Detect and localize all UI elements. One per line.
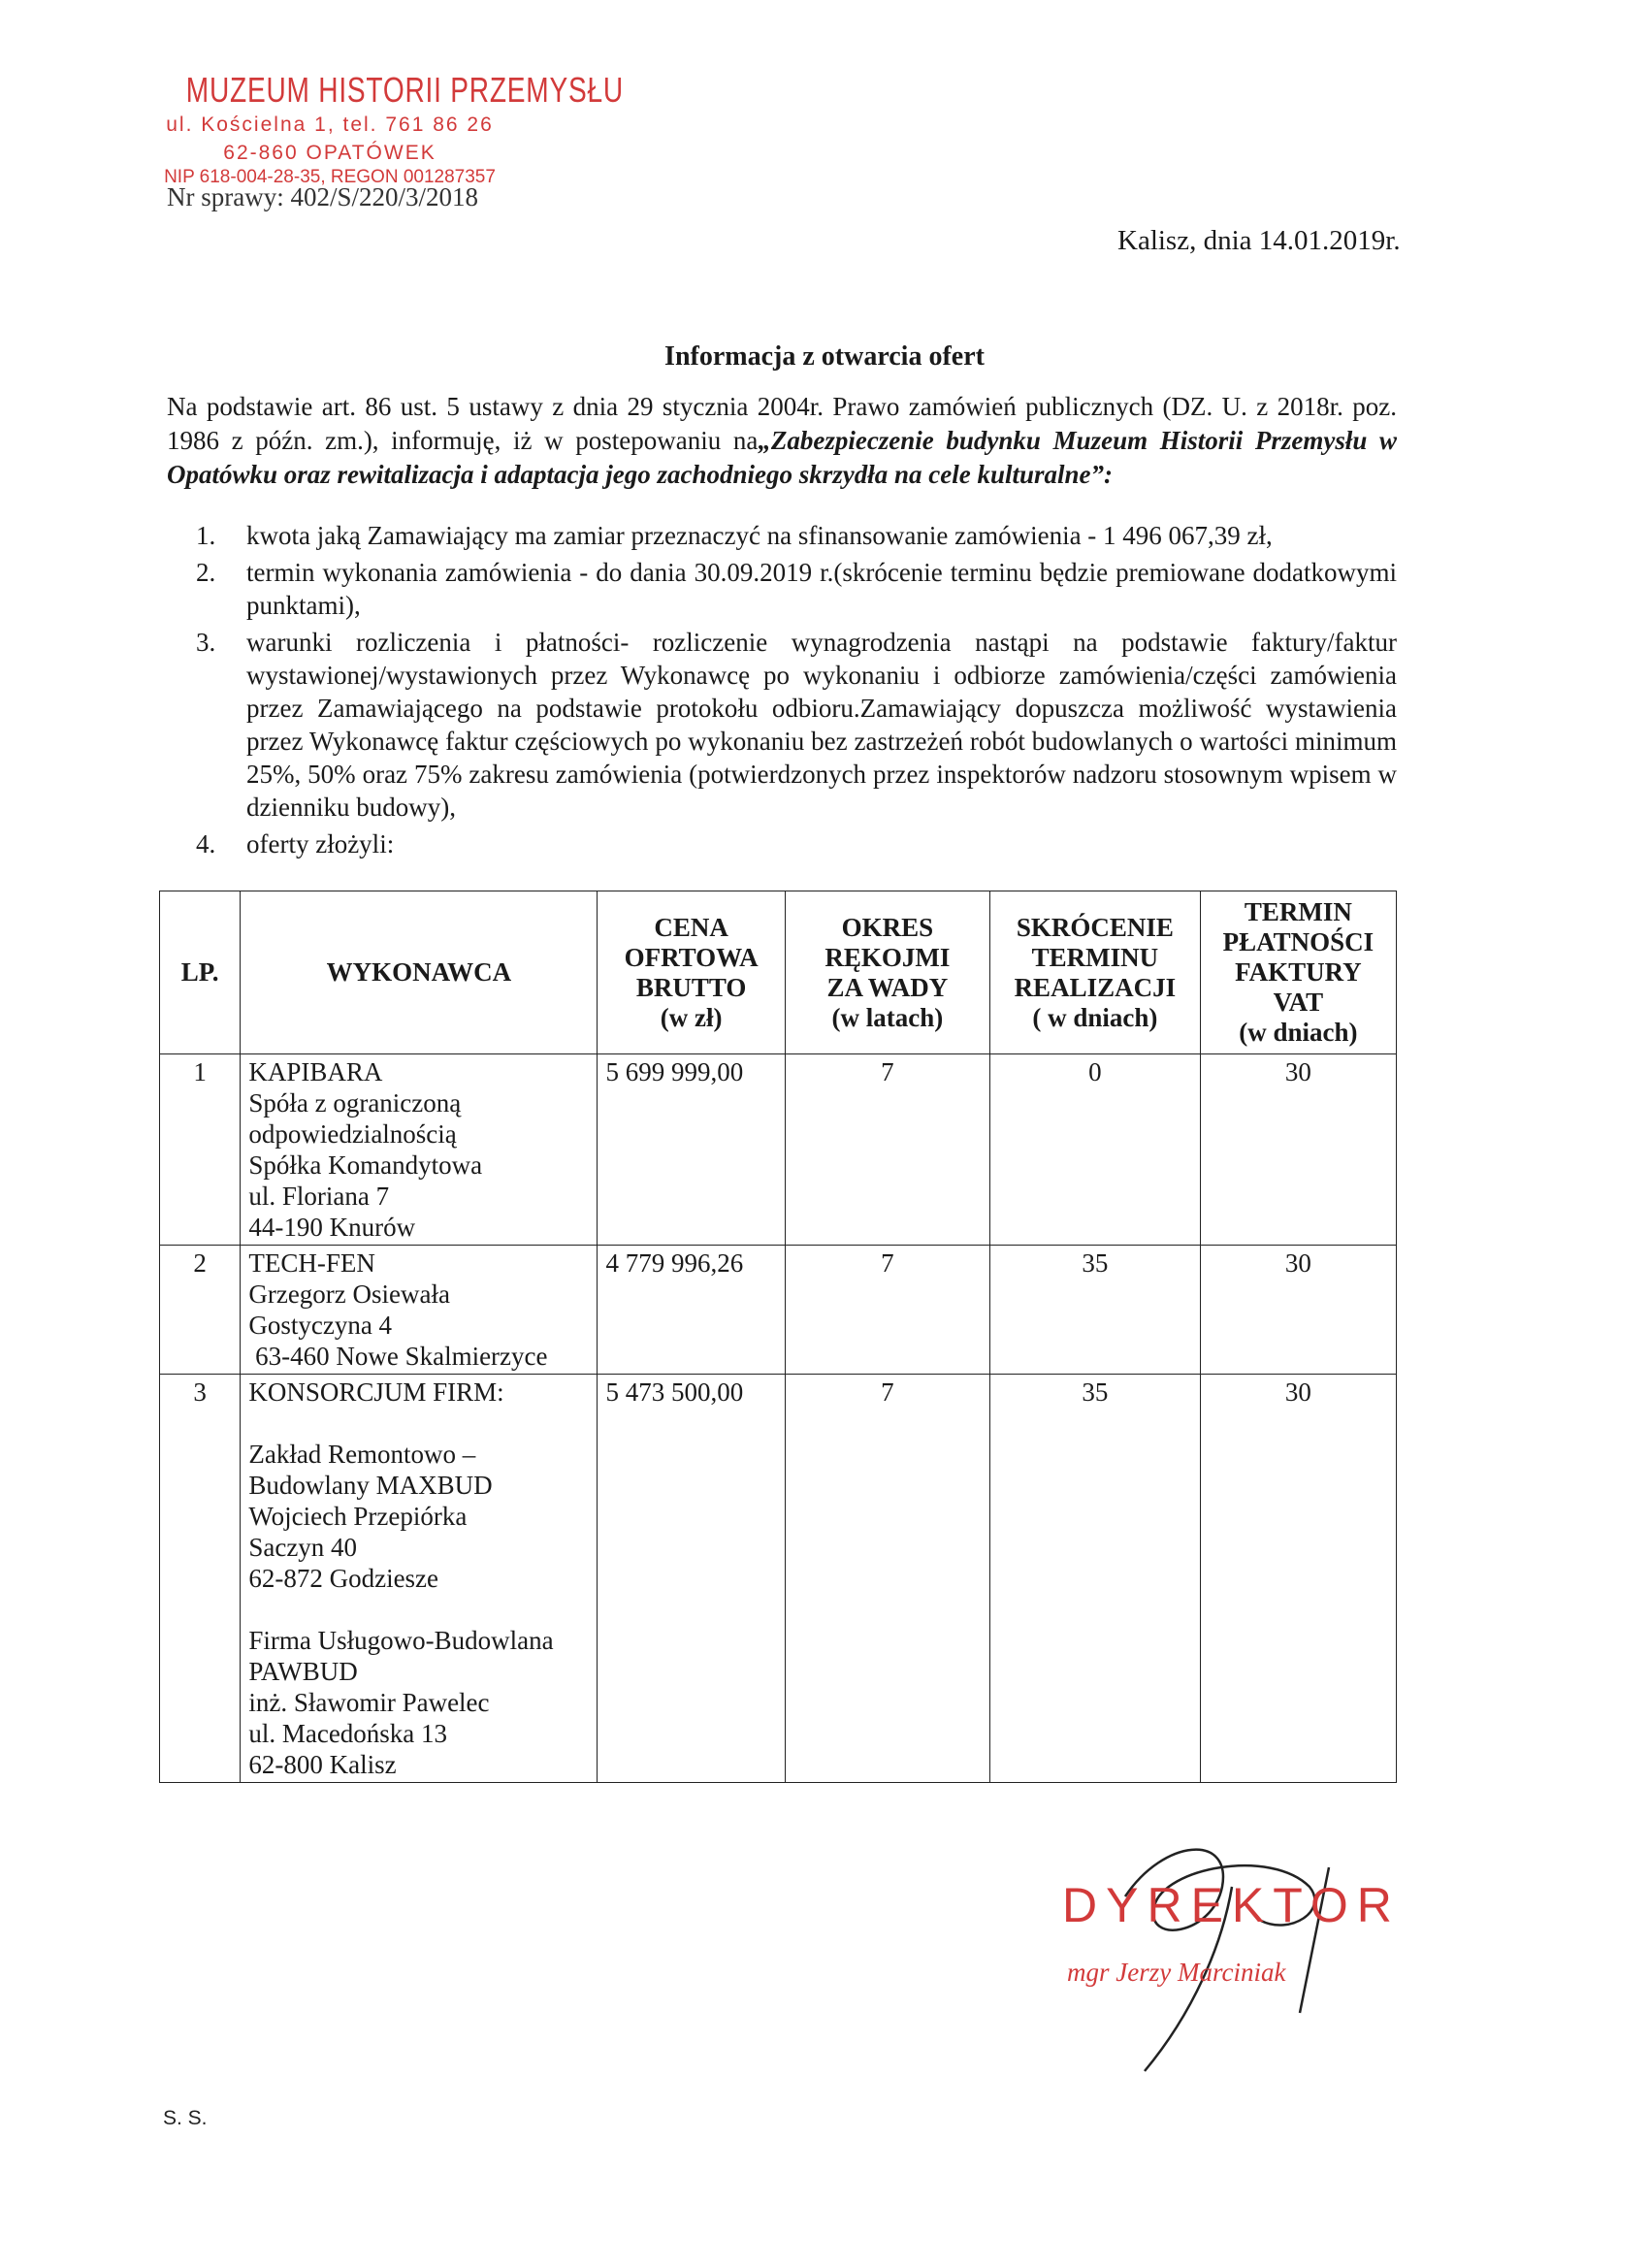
- cell-price: 4 779 996,26: [598, 1246, 785, 1375]
- cell-payment-term: 30: [1200, 1246, 1396, 1375]
- header-shortening: SKRÓCENIE TERMINU REALIZACJI ( w dniach): [989, 891, 1200, 1054]
- term-number: 4.: [196, 829, 216, 859]
- stamp-institution-name: MUZEUM HISTORII PRZEMYSŁU: [185, 70, 624, 110]
- stamp-nip-regon: NIP 618-004-28-35, REGON 001287357: [164, 167, 496, 187]
- cell-warranty: 7: [785, 1246, 989, 1375]
- signature-role: DYREKTOR: [1062, 1878, 1401, 1932]
- cell-contractor: KAPIBARA Spóła z ograniczoną odpowiedzialnością Spółka Komandytowa ul. Floriana 7 44-190 Knurów: [241, 1054, 598, 1246]
- intro-paragraph: [167, 390, 1397, 492]
- cell-payment-term: 30: [1200, 1054, 1396, 1246]
- offers-table: [159, 891, 1397, 1783]
- cell-lp: 2: [160, 1246, 241, 1375]
- procurement-subject: „Zabezpieczenie budynku Muzeum Historii Przemysłu w Opatówku oraz rewitalizacja i adaptacja jego zachodniego skrzydła na cele kulturalne”:: [167, 426, 1397, 489]
- cell-shortening: 35: [989, 1375, 1200, 1783]
- cell-price: 5 473 500,00: [598, 1375, 785, 1783]
- cell-contractor: TECH-FEN Grzegorz Osiewała Gostyczyna 4 63-460 Nowe Skalmierzyce: [241, 1246, 598, 1375]
- term-number: 2.: [196, 558, 216, 587]
- institution-stamp: [146, 70, 624, 188]
- cell-contractor: KONSORCJUM FIRM: Zakład Remontowo – Budowlany MAXBUD Wojciech Przepiórka Saczyn 40 62-872 Godziesze Firma Usługowo-Budowlana PAWBUD inż. Sławomir Pawelec ul. Macedońska 13 62-800 Kalisz: [241, 1375, 598, 1783]
- place-date: Kalisz, dnia 14.01.2019r.: [1117, 225, 1401, 256]
- header-contractor: WYKONAWCA: [241, 891, 598, 1054]
- header-payment-term: TERMIN PŁATNOŚCI FAKTURY VAT (w dniach): [1200, 891, 1396, 1054]
- cell-payment-term: 30: [1200, 1375, 1396, 1783]
- handwritten-signature: [1086, 1829, 1377, 2081]
- cell-shortening: 35: [989, 1246, 1200, 1375]
- header-warranty: OKRES RĘKOJMI ZA WADY (w latach): [785, 891, 989, 1054]
- case-number: Nr sprawy: 402/S/220/3/2018: [167, 182, 478, 211]
- term-number: 1.: [196, 521, 216, 550]
- author-initials: S. S.: [163, 2107, 208, 2129]
- cell-lp: 3: [160, 1375, 241, 1783]
- term-text: warunki rozliczenia i płatności- rozliczenie wynagrodzenia nastąpi na podstawie faktury/faktur wystawionej/wystawionych przez Wykonawcę po wykonaniu i odbiorze zamówienia/części zamówienia przez Zamawiającego na podstawie protokołu odbioru.Zamawiający dopuszcza możliwość wystawienia przez Wykonawcę faktur częściowych po wykonaniu bez zastrzeżeń robót budowlanych o wartości minimum 25%, 50% oraz 75% zakresu zamówienia (potwierdzonych przez inspektorów nadzoru stosownym wpisem w dzienniku budowy),: [246, 628, 1397, 822]
- table-row: [160, 1246, 1397, 1375]
- header-lp: LP.: [160, 891, 241, 1054]
- term-item: [167, 827, 1397, 860]
- term-item: [167, 519, 1397, 552]
- table-row: [160, 1054, 1397, 1246]
- cell-warranty: 7: [785, 1054, 989, 1246]
- cell-warranty: 7: [785, 1375, 989, 1783]
- header-price: CENA OFRTOWA BRUTTO (w zł): [598, 891, 785, 1054]
- stamp-city: 62-860 OPATÓWEK: [223, 142, 436, 164]
- term-text: kwota jaką Zamawiający ma zamiar przeznaczyć na sfinansowanie zamówienia - 1 496 067,39 zł,: [246, 521, 1273, 550]
- signer-name: mgr Jerzy Marciniak: [1067, 1958, 1286, 1987]
- document-title: Informacja z otwarcia ofert: [664, 341, 985, 372]
- term-number: 3.: [196, 628, 216, 657]
- terms-list: [167, 519, 1397, 864]
- table-header-row: [160, 891, 1397, 1054]
- term-text: oferty złożyli:: [246, 829, 395, 859]
- cell-lp: 1: [160, 1054, 241, 1246]
- table-row: [160, 1375, 1397, 1783]
- term-text: termin wykonania zamówienia - do dania 30.09.2019 r.(skrócenie terminu będzie premiowane dodatkowymi punktami),: [246, 558, 1397, 620]
- cell-shortening: 0: [989, 1054, 1200, 1246]
- cell-price: 5 699 999,00: [598, 1054, 785, 1246]
- stamp-address: ul. Kościelna 1, tel. 761 86 26: [166, 113, 494, 136]
- term-item: [167, 556, 1397, 622]
- intro-prefix: Na podstawie art. 86 ust. 5 ustawy z dnia 29 stycznia 2004r. Prawo zamówień publicznych (DZ. U. z 2018r. poz. 1986 z późn. zm.), informuję, iż w postepowaniu na: [167, 392, 1397, 455]
- term-item: [167, 626, 1397, 824]
